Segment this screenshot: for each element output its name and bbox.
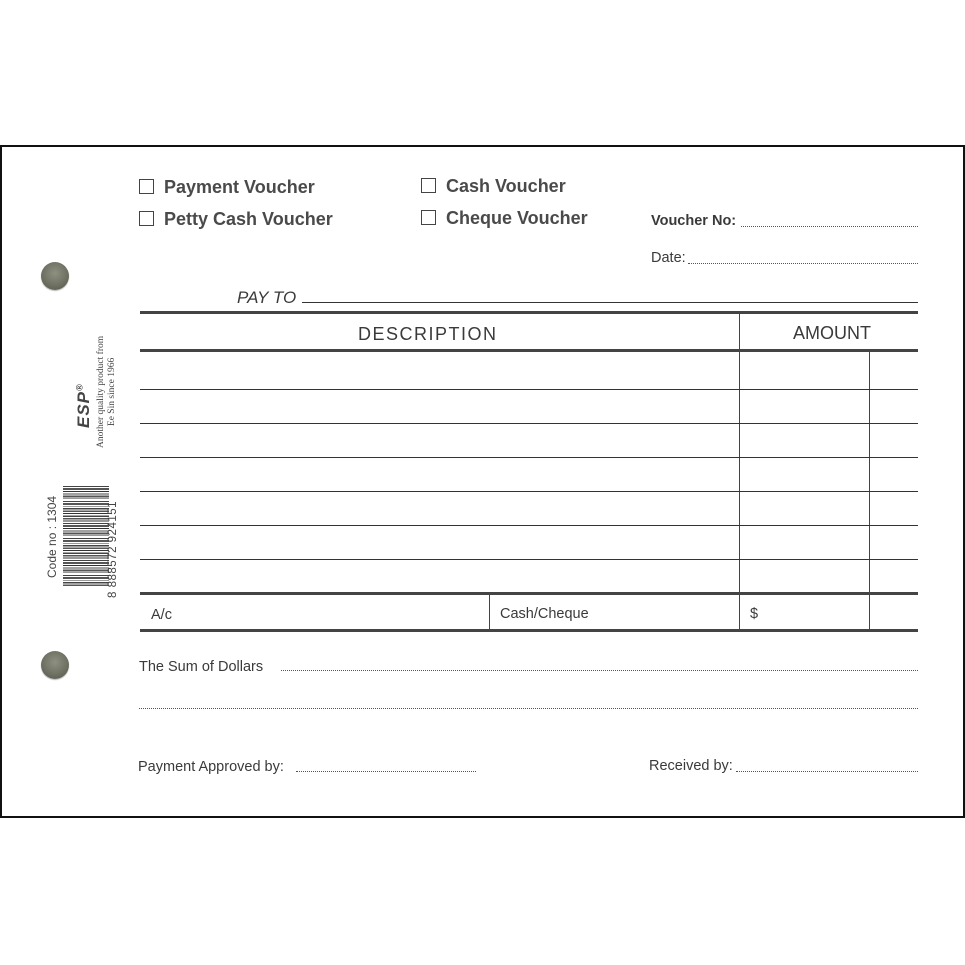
punch-hole-bottom (41, 651, 69, 679)
registered-mark: ® (74, 383, 85, 391)
currency-label: $ (750, 606, 759, 622)
ac-label: A/c (151, 607, 172, 623)
received-by-label: Received by: (649, 758, 733, 774)
table-top-rule (140, 311, 918, 314)
voucher-no-label: Voucher No: (651, 213, 737, 229)
amount-divider (739, 312, 740, 631)
description-header: DESCRIPTION (358, 324, 498, 344)
checkbox-label: Cheque Voucher (446, 208, 588, 228)
tagline-line2: Ee Sin since 1966 (107, 357, 117, 427)
pay-to-label: PAY TO (237, 288, 297, 307)
checkbox-icon[interactable] (139, 211, 154, 226)
brand-logo (74, 383, 94, 428)
date-label: Date: (651, 250, 686, 266)
amount-header: AMOUNT (793, 323, 871, 343)
barcode-number: 8 888572 924151 (107, 500, 119, 598)
sum-of-dollars-label: The Sum of Dollars (139, 659, 264, 675)
payment-approved-field[interactable] (296, 771, 476, 772)
checkbox-icon[interactable] (421, 178, 436, 193)
footer-divider (489, 593, 490, 631)
punch-hole-top (41, 262, 69, 290)
date-field[interactable] (688, 263, 918, 264)
checkbox-icon[interactable] (421, 210, 436, 225)
payment-approved-label: Payment Approved by: (138, 759, 284, 775)
table-row[interactable] (140, 559, 918, 560)
voucher-sheet (0, 145, 965, 818)
table-row[interactable] (140, 389, 918, 390)
brand-tagline (96, 336, 118, 448)
voucher-no-field[interactable] (741, 226, 918, 227)
table-row[interactable] (140, 525, 918, 526)
table-footer-top-rule (140, 592, 918, 595)
checkbox-label: Petty Cash Voucher (164, 209, 333, 229)
code-number: Code no : 1304 (45, 495, 59, 578)
table-row[interactable] (140, 457, 918, 458)
checkbox-label: Payment Voucher (164, 177, 315, 197)
sum-of-dollars-field[interactable] (281, 670, 918, 671)
table-row[interactable] (140, 491, 918, 492)
checkbox-label: Cash Voucher (446, 176, 566, 196)
sum-of-dollars-field-line2[interactable] (139, 708, 918, 709)
pay-to-field[interactable] (302, 302, 918, 303)
tagline-line1: Another quality product from (96, 335, 106, 448)
table-bottom-rule (140, 629, 918, 632)
checkbox-icon[interactable] (139, 179, 154, 194)
header-bottom-rule (140, 349, 918, 352)
table-row[interactable] (140, 423, 918, 424)
barcode (63, 486, 109, 586)
brand-name: ESP (74, 390, 93, 428)
received-by-field[interactable] (736, 771, 918, 772)
cash-cheque-label: Cash/Cheque (500, 606, 589, 622)
